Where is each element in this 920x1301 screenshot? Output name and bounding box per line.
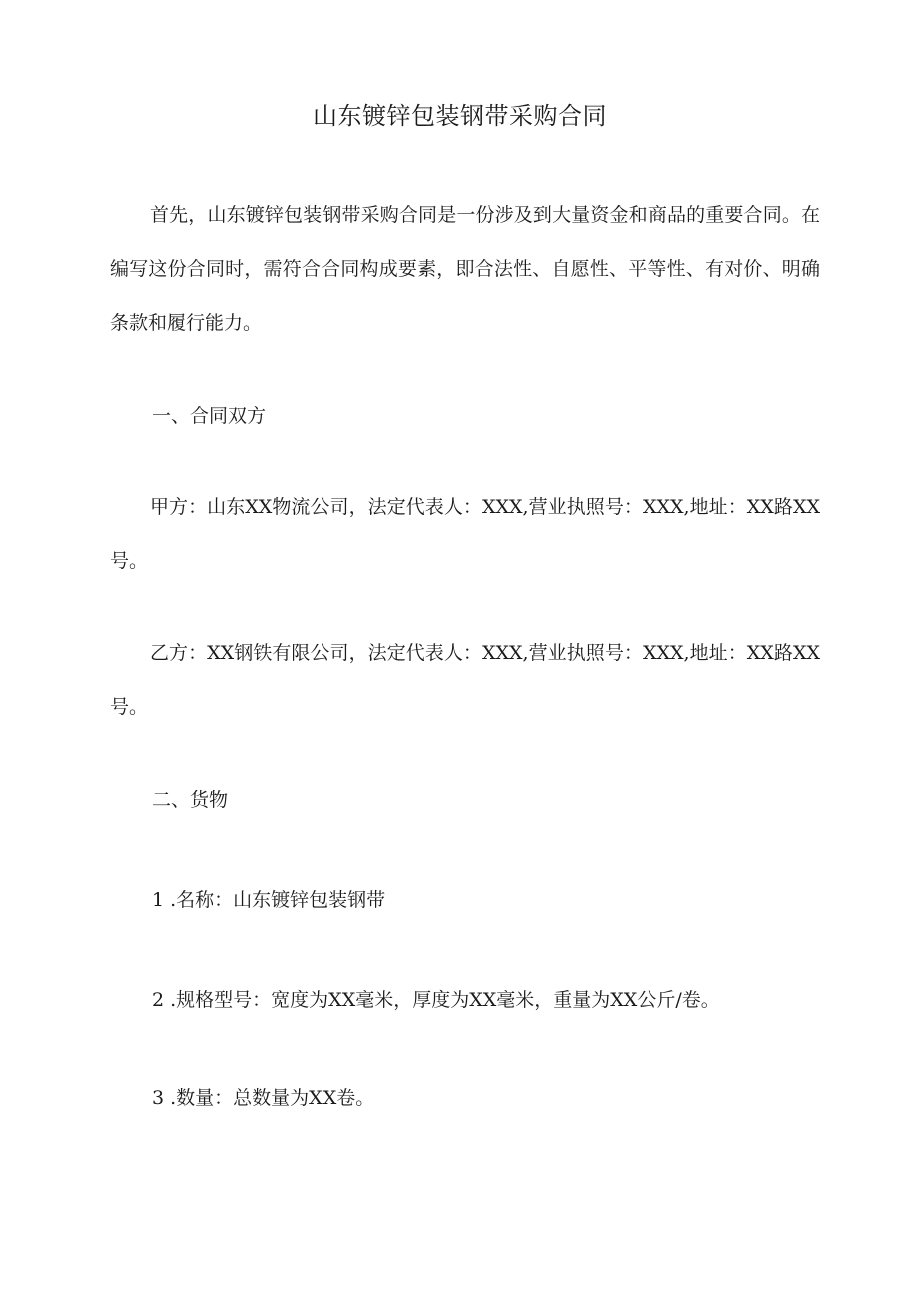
party-a-paragraph: 甲方：山东XX物流公司，法定代表人：XXX,营业执照号：XXX,地址：XX路XX号。	[110, 496, 820, 572]
party-b-paragraph: 乙方：XX钢铁有限公司，法定代表人：XXX,营业执照号：XXX,地址：XX路XX号。	[110, 642, 820, 718]
goods-item-name: 1 .名称：山东镀锌包装钢带	[152, 889, 386, 911]
intro-paragraph: 首先，山东镀锌包装钢带采购合同是一份涉及到大量资金和商品的重要合同。在编写这份合同时，需符合合同构成要素，即合法性、自愿性、平等性、有对价、明确条款和履行能力。	[110, 204, 820, 334]
goods-item-spec: 2 .规格型号：宽度为XX毫米，厚度为XX毫米，重量为XX公斤/卷。	[152, 989, 720, 1011]
document-title: 山东镀锌包装钢带采购合同	[313, 102, 607, 130]
section-heading-parties: 一、合同双方	[152, 405, 267, 427]
section-heading-goods: 二、货物	[152, 789, 229, 811]
goods-item-quantity: 3 .数量：总数量为XX卷。	[152, 1087, 375, 1109]
